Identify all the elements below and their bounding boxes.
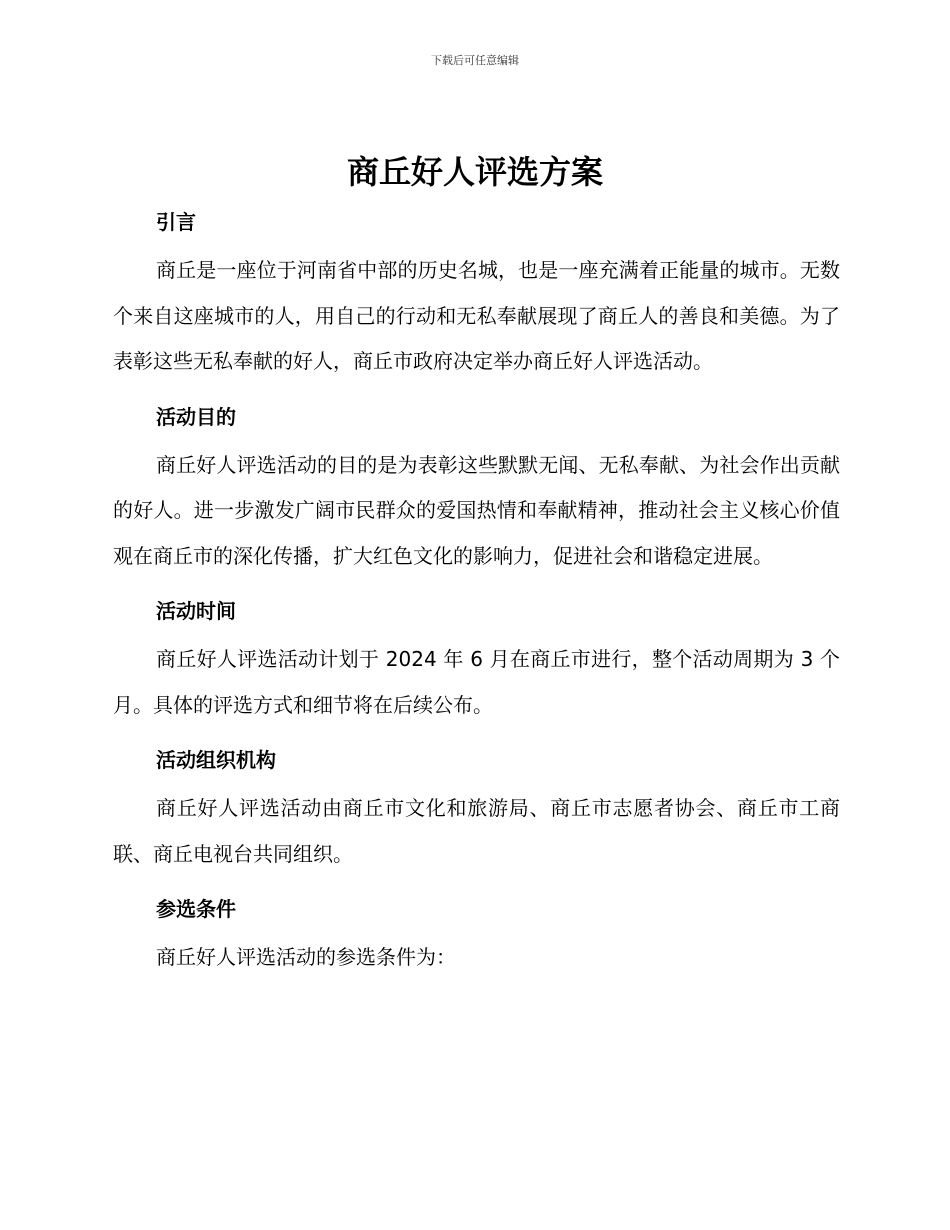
section-paragraph: 商丘好人评选活动的目的是为表彰这些默默无闻、无私奉献、为社会作出贡献的好人。进一步激发广阔市民群众的爱国热情和奉献精神，推动社会主义核心价值观在商丘市的深化传播，扩大红色文化的影响力，促进社会和谐稳定进展。	[113, 452, 840, 568]
section-heading: 活动目的	[156, 404, 236, 429]
section-purpose	[113, 393, 840, 580]
document-body	[113, 198, 840, 989]
section-time	[113, 587, 840, 728]
document-title: 商丘好人评选方案	[346, 153, 603, 191]
page-header-note: 下载后可任意编辑	[431, 54, 519, 67]
section-introduction	[113, 198, 840, 385]
section-paragraph: 商丘好人评选活动由商丘市文化和旅游局、商丘市志愿者协会、商丘市工商联、商丘电视台共同组织。	[113, 796, 840, 866]
section-heading: 引言	[156, 210, 196, 234]
section-paragraph: 商丘好人评选活动的参选条件为：	[156, 945, 456, 969]
section-heading: 参选条件	[156, 897, 236, 921]
section-heading: 活动时间	[156, 599, 236, 623]
section-heading: 活动组织机构	[156, 748, 276, 772]
section-eligibility	[113, 885, 840, 981]
section-paragraph: 商丘好人评选活动计划于 2024 年 6 月在商丘市进行，整个活动周期为 3 个月。具体的评选方式和细节将在后续公布。	[113, 647, 840, 717]
section-organizers	[113, 736, 840, 877]
section-paragraph: 商丘是一座位于河南省中部的历史名城，也是一座充满着正能量的城市。无数个来自这座城市的人，用自己的行动和无私奉献展现了商丘人的善良和美德。为了表彰这些无私奉献的好人，商丘市政府决定举办商丘好人评选活动。	[113, 258, 840, 373]
